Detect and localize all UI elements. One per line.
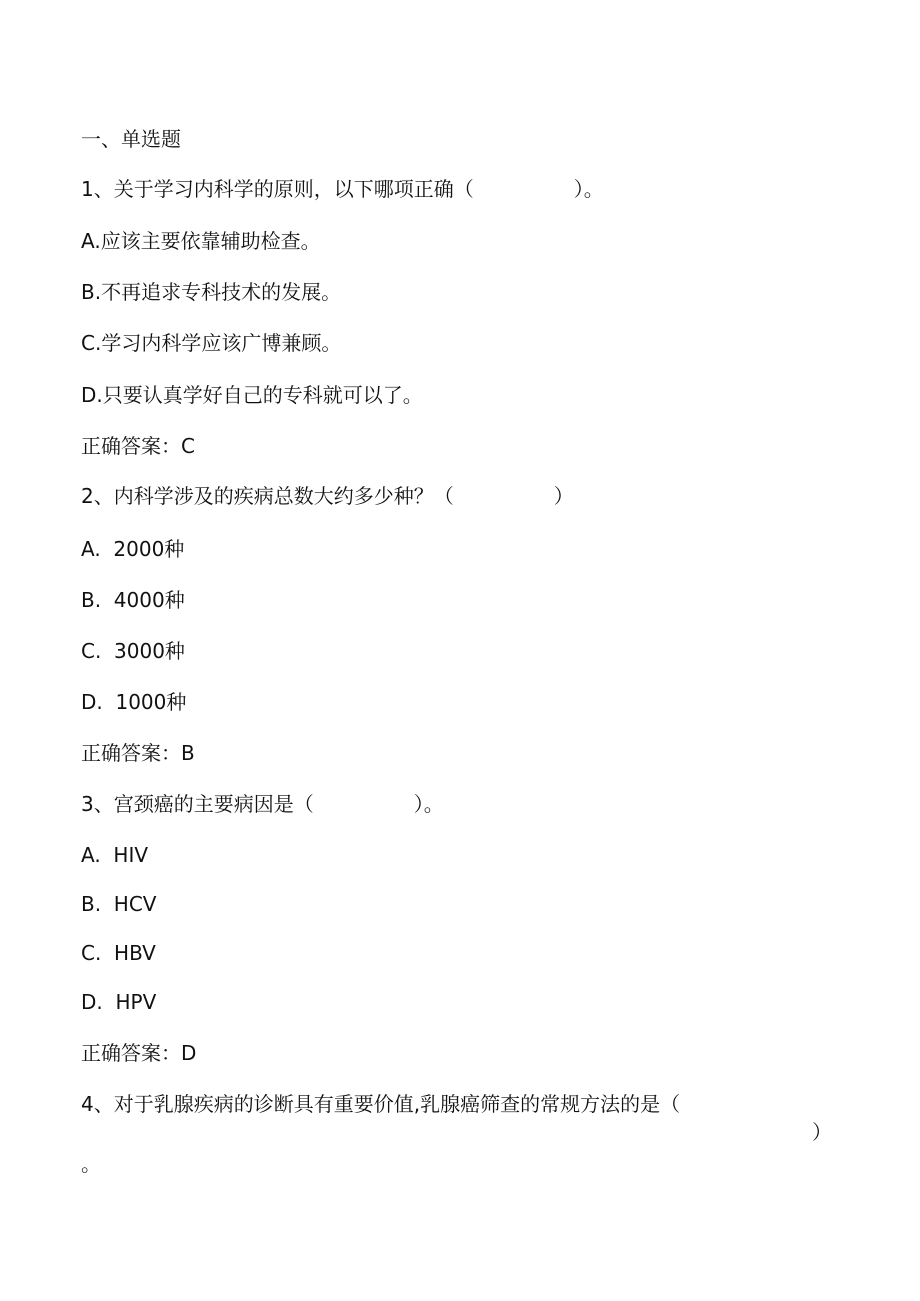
- question-3-option-a: A. HIV: [81, 843, 149, 867]
- question-2-answer: 正确答案：B: [81, 741, 195, 765]
- question-2-stem: 2、内科学涉及的疾病总数大约多少种？（ ）: [81, 484, 574, 508]
- question-4-stem: 4、对于乳腺疾病的诊断具有重要价值,乳腺癌筛查的常规方法的是（: [81, 1092, 681, 1116]
- question-4-stem-end: 。: [81, 1152, 101, 1176]
- question-3-option-b: B. HCV: [81, 892, 157, 916]
- question-2-option-b: B. 4000种: [81, 588, 185, 612]
- question-1-option-b: B.不再追求专科技术的发展。: [81, 280, 342, 304]
- section-title: 一、单选题: [81, 127, 181, 151]
- question-1-stem: 1、关于学习内科学的原则，以下哪项正确（ ）。: [81, 177, 604, 201]
- question-1-option-a: A.应该主要依靠辅助检查。: [81, 229, 321, 253]
- question-1-option-d: D.只要认真学好自己的专科就可以了。: [81, 383, 423, 407]
- question-3-option-c: C. HBV: [81, 941, 156, 965]
- question-2-option-a: A. 2000种: [81, 537, 185, 561]
- question-4-stem-continuation: ）: [812, 1120, 832, 1144]
- question-1-option-c: C.学习内科学应该广博兼顾。: [81, 331, 342, 355]
- question-3-answer: 正确答案：D: [81, 1041, 197, 1065]
- question-1-answer: 正确答案：C: [81, 434, 195, 458]
- question-2-option-d: D. 1000种: [81, 690, 187, 714]
- question-3-stem: 3、宫颈癌的主要病因是（ ）。: [81, 792, 444, 816]
- question-2-option-c: C. 3000种: [81, 639, 185, 663]
- question-3-option-d: D. HPV: [81, 990, 157, 1014]
